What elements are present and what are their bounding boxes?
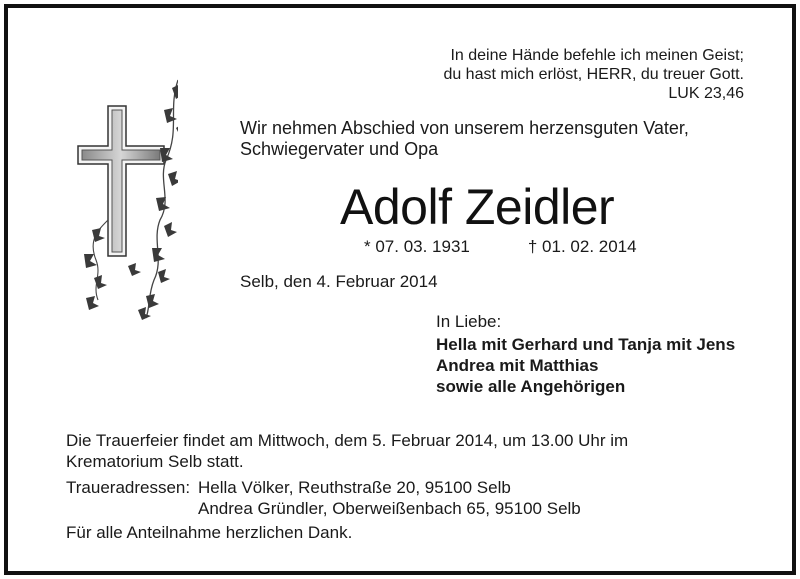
verse-line-1: In deine Hände befehle ich meinen Geist;	[450, 47, 744, 64]
obituary-frame	[4, 4, 796, 575]
birth-date: * 07. 03. 1931	[364, 237, 470, 256]
ceremony-info	[66, 430, 628, 472]
life-dates	[364, 237, 637, 257]
mourner-line-1: Hella mit Gerhard und Tanja mit Jens	[436, 335, 736, 354]
farewell-intro	[240, 118, 689, 160]
address-1: Hella Völker, Reuthstraße 20, 95100 Selb	[198, 478, 511, 497]
address-row-1	[66, 477, 581, 498]
ceremony-line-1: Die Trauerfeier findet am Mittwoch, dem 5. Februar 2014, um 13.00 Uhr im	[66, 431, 629, 450]
mourner-line-2: Andrea mit Matthias	[436, 356, 599, 375]
address-row-2	[66, 498, 581, 519]
thanks-note: Für alle Anteilnahme herzlichen Dank.	[66, 523, 353, 542]
intro-line-2: Schwiegervater und Opa	[240, 139, 439, 159]
addresses-label: Traueradressen:	[66, 478, 191, 497]
death-date: † 01. 02. 2014	[527, 237, 637, 256]
place-and-date: Selb, den 4. Februar 2014	[240, 272, 438, 291]
mourners-intro: In Liebe:	[436, 312, 502, 331]
verse-line-2: du hast mich erlöst, HERR, du treuer Gott.	[443, 66, 744, 83]
bible-verse	[443, 46, 744, 103]
mourner-line-3: sowie alle Angehörigen	[436, 377, 626, 396]
intro-line-1: Wir nehmen Abschied von unserem herzensguten Vater,	[240, 118, 689, 138]
mourning-addresses	[66, 477, 581, 519]
address-2: Andrea Gründler, Oberweißenbach 65, 95100 Selb	[198, 499, 581, 518]
verse-reference: LUK 23,46	[668, 85, 744, 102]
deceased-name: Adolf Zeidler	[340, 179, 615, 235]
ceremony-line-2: Krematorium Selb statt.	[66, 452, 244, 471]
mourners-list	[436, 334, 735, 397]
cross-with-ivy-icon	[68, 70, 178, 320]
